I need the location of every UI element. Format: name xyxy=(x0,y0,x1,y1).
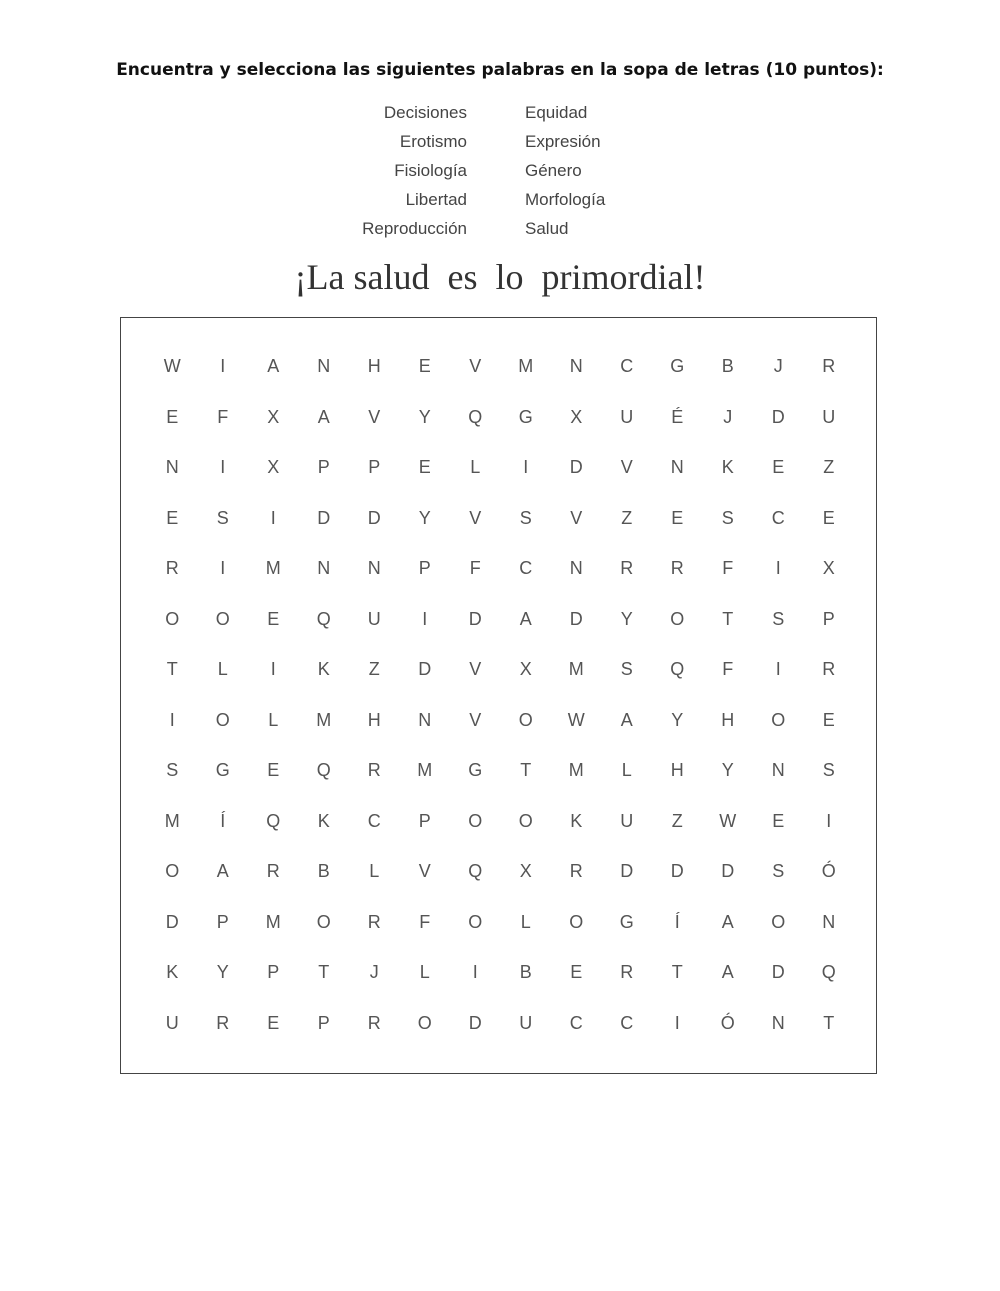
grid-cell[interactable]: I xyxy=(220,457,226,477)
grid-cell[interactable]: L xyxy=(419,962,430,982)
grid-cell[interactable]: D xyxy=(317,507,331,528)
grid-cell[interactable]: Y xyxy=(418,507,431,528)
grid-cell[interactable]: Ó xyxy=(821,861,836,881)
grid-cell[interactable]: M xyxy=(568,659,584,679)
grid-cell[interactable]: X xyxy=(570,406,583,427)
grid-cell[interactable]: N xyxy=(670,457,684,477)
grid-row xyxy=(147,493,854,544)
grid-cell[interactable]: Z xyxy=(621,507,633,528)
grid-cell[interactable]: T xyxy=(318,962,330,982)
grid-cell[interactable]: D xyxy=(771,962,785,982)
grid-cell[interactable]: E xyxy=(822,507,835,528)
grid-cell[interactable]: M xyxy=(164,810,180,831)
grid-cell[interactable]: D xyxy=(367,507,381,528)
grid-cell[interactable]: A xyxy=(721,911,734,932)
grid-cell[interactable]: G xyxy=(215,760,230,780)
grid-cell[interactable]: Q xyxy=(670,659,685,679)
grid-cell[interactable]: U xyxy=(367,608,381,629)
grid-cell[interactable]: E xyxy=(772,810,785,831)
grid-cell[interactable]: O xyxy=(518,709,533,730)
grid-cell[interactable]: E xyxy=(570,962,583,982)
word-item: Libertad xyxy=(405,190,467,209)
grid-cell[interactable]: D xyxy=(670,861,684,881)
grid-cell[interactable]: V xyxy=(418,861,431,881)
grid-cell[interactable]: M xyxy=(265,911,281,932)
grid-cell[interactable]: B xyxy=(317,861,330,881)
grid-row xyxy=(147,594,854,645)
grid-cell[interactable]: P xyxy=(267,962,280,982)
grid-cell[interactable]: D xyxy=(468,1012,482,1033)
grid-cell[interactable]: D xyxy=(620,861,634,881)
grid-cell[interactable]: B xyxy=(519,962,532,982)
instructions-heading: Encuentra y selecciona las siguientes palabras en la sopa de letras (10 puntos): xyxy=(116,60,884,80)
grid-cell[interactable]: N xyxy=(771,1012,785,1033)
grid-cell[interactable]: K xyxy=(166,962,179,982)
grid-cell[interactable]: Y xyxy=(721,760,734,780)
grid-cell[interactable]: S xyxy=(166,760,179,780)
grid-cell[interactable]: U xyxy=(620,406,634,427)
grid-cell[interactable]: U xyxy=(165,1012,179,1033)
grid-cell[interactable]: J xyxy=(773,356,783,376)
grid-cell[interactable]: I xyxy=(775,558,781,578)
grid-cell[interactable]: L xyxy=(268,709,279,730)
word-item: Reproducción xyxy=(362,219,467,238)
grid-cell[interactable]: O xyxy=(771,911,786,932)
grid-cell[interactable]: E xyxy=(267,1012,280,1033)
grid-cell[interactable]: I xyxy=(472,962,478,982)
grid-cell[interactable]: W xyxy=(719,810,737,831)
grid-cell[interactable]: Q xyxy=(468,861,483,881)
grid-cell[interactable]: O xyxy=(165,861,180,881)
grid-cell[interactable]: É xyxy=(671,406,684,427)
grid-cell[interactable]: Q xyxy=(266,810,281,831)
grid-row xyxy=(147,796,854,847)
word-item: Morfología xyxy=(525,190,606,209)
grid-cell[interactable]: X xyxy=(267,457,280,477)
grid-cell[interactable]: R xyxy=(670,558,684,578)
grid-cell[interactable]: U xyxy=(620,810,634,831)
grid-cell[interactable]: E xyxy=(166,507,179,528)
grid-cell[interactable]: D xyxy=(771,406,785,427)
grid-cell[interactable]: N xyxy=(418,709,432,730)
grid-cell[interactable]: D xyxy=(418,659,432,679)
grid-cell[interactable]: Z xyxy=(823,457,835,477)
grid-cell[interactable]: N xyxy=(569,356,583,376)
grid-cell[interactable]: I xyxy=(270,659,276,679)
grid-cell[interactable]: O xyxy=(771,709,786,730)
grid-row xyxy=(147,695,854,746)
grid-cell[interactable]: Ó xyxy=(720,1012,735,1033)
grid-cell[interactable]: R xyxy=(620,558,634,578)
grid-cell[interactable]: Q xyxy=(468,406,483,427)
grid-cell[interactable]: U xyxy=(519,1012,533,1033)
grid-cell[interactable]: U xyxy=(822,406,836,427)
grid-cell[interactable]: G xyxy=(670,356,685,376)
grid-cell[interactable]: G xyxy=(518,406,533,427)
grid-row xyxy=(147,442,854,493)
grid-cell[interactable]: N xyxy=(165,457,179,477)
word-item: Fisiología xyxy=(394,161,467,180)
word-item: Erotismo xyxy=(399,132,467,151)
grid-row xyxy=(147,897,854,948)
grid-cell[interactable]: S xyxy=(772,861,785,881)
grid-cell[interactable]: M xyxy=(417,760,433,780)
grid-row xyxy=(147,341,854,392)
grid-cell[interactable]: X xyxy=(822,558,835,578)
grid-cell[interactable]: R xyxy=(620,962,634,982)
grid-cell[interactable]: I xyxy=(523,457,529,477)
word-item: Salud xyxy=(525,219,569,238)
word-list-right-column xyxy=(525,98,605,243)
grid-cell[interactable]: D xyxy=(165,911,179,932)
grid-cell[interactable]: W xyxy=(567,709,585,730)
grid-cell[interactable]: F xyxy=(469,558,481,578)
grid-cell[interactable]: N xyxy=(822,911,836,932)
grid-cell[interactable]: I xyxy=(775,659,781,679)
grid-cell[interactable]: C xyxy=(519,558,533,578)
grid-cell[interactable]: S xyxy=(772,608,785,629)
grid-cell[interactable]: P xyxy=(822,608,835,629)
grid-cell[interactable]: L xyxy=(217,659,228,679)
grid-cell[interactable]: O xyxy=(468,810,483,831)
grid-cell[interactable]: N xyxy=(317,356,331,376)
grid-cell[interactable]: D xyxy=(468,608,482,629)
grid-cell[interactable]: O xyxy=(215,608,230,629)
grid-cell[interactable]: G xyxy=(468,760,483,780)
grid-cell[interactable]: K xyxy=(317,659,330,679)
grid-cell[interactable]: O xyxy=(518,810,533,831)
puzzle-title: ¡La salud es lo primordial! xyxy=(294,257,706,297)
grid-cell[interactable]: Q xyxy=(316,760,331,780)
grid-cell[interactable]: Z xyxy=(368,659,380,679)
grid-cell[interactable]: F xyxy=(217,406,229,427)
grid-row xyxy=(147,745,854,796)
grid-cell[interactable]: C xyxy=(620,1012,634,1033)
grid-cell[interactable]: I xyxy=(169,709,175,730)
grid-cell[interactable]: A xyxy=(620,709,633,730)
grid-cell[interactable]: K xyxy=(317,810,330,831)
grid-cell[interactable]: H xyxy=(367,709,381,730)
grid-cell[interactable]: A xyxy=(267,356,280,376)
grid-cell[interactable]: N xyxy=(367,558,381,578)
grid-cell[interactable]: H xyxy=(721,709,735,730)
grid-cell[interactable]: R xyxy=(822,659,836,679)
grid-cell[interactable]: M xyxy=(316,709,332,730)
grid-cell[interactable]: I xyxy=(270,507,276,528)
grid-cell[interactable]: K xyxy=(721,457,734,477)
grid-cell[interactable]: S xyxy=(620,659,633,679)
grid-row xyxy=(147,846,854,897)
grid-cell[interactable]: X xyxy=(519,861,532,881)
grid-cell[interactable]: Q xyxy=(821,962,836,982)
grid-cell[interactable]: X xyxy=(267,406,280,427)
word-item: Género xyxy=(525,161,582,180)
grid-cell[interactable]: Y xyxy=(418,406,431,427)
grid-cell[interactable]: T xyxy=(671,962,683,982)
grid-cell[interactable]: V xyxy=(368,406,381,427)
grid-cell[interactable]: Y xyxy=(671,709,684,730)
grid-cell[interactable]: Í xyxy=(220,810,226,831)
grid-cell[interactable]: W xyxy=(163,356,181,376)
grid-cell[interactable]: J xyxy=(723,406,733,427)
grid-cell[interactable]: I xyxy=(422,608,428,629)
grid-cell[interactable]: V xyxy=(469,356,482,376)
grid-cell[interactable]: K xyxy=(570,810,583,831)
grid-row xyxy=(147,543,854,594)
grid-cell[interactable]: F xyxy=(722,558,734,578)
grid-cell[interactable]: S xyxy=(216,507,229,528)
grid-cell[interactable]: F xyxy=(419,911,431,932)
grid-cell[interactable]: Í xyxy=(674,911,680,932)
grid-cell[interactable]: A xyxy=(317,406,330,427)
grid-cell[interactable]: I xyxy=(674,1012,680,1033)
grid-cell[interactable]: O xyxy=(165,608,180,629)
grid-cell[interactable]: R xyxy=(822,356,836,376)
grid-row xyxy=(147,998,854,1049)
grid-cell[interactable]: T xyxy=(823,1012,835,1033)
grid-cell[interactable]: I xyxy=(220,558,226,578)
grid-cell[interactable]: O xyxy=(316,911,331,932)
grid-cell[interactable]: P xyxy=(418,810,431,831)
grid-cell[interactable]: M xyxy=(518,356,534,376)
grid-cell[interactable]: O xyxy=(417,1012,432,1033)
grid-row xyxy=(147,947,854,998)
grid-cell[interactable]: A xyxy=(216,861,229,881)
grid-cell[interactable]: C xyxy=(367,810,381,831)
grid-cell[interactable]: P xyxy=(216,911,229,932)
grid-cell[interactable]: S xyxy=(519,507,532,528)
grid-cell[interactable]: P xyxy=(418,558,431,578)
grid-cell[interactable]: E xyxy=(418,356,431,376)
grid-cell[interactable]: E xyxy=(772,457,785,477)
grid-cell[interactable]: L xyxy=(520,911,531,932)
grid-cell[interactable]: E xyxy=(267,608,280,629)
grid-cell[interactable]: F xyxy=(722,659,734,679)
word-item: Equidad xyxy=(525,103,588,122)
grid-cell[interactable]: N xyxy=(771,760,785,780)
grid-cell[interactable]: T xyxy=(166,659,178,679)
grid-cell[interactable]: G xyxy=(619,911,634,932)
grid-cell[interactable]: V xyxy=(570,507,583,528)
grid-cell[interactable]: V xyxy=(620,457,633,477)
grid-cell[interactable]: R xyxy=(367,1012,381,1033)
grid-cell[interactable]: Z xyxy=(671,810,683,831)
grid-cell[interactable]: M xyxy=(568,760,584,780)
grid-cell[interactable]: S xyxy=(822,760,835,780)
grid-cell[interactable]: V xyxy=(469,659,482,679)
grid-cell[interactable]: Y xyxy=(620,608,633,629)
grid-cell[interactable]: B xyxy=(721,356,734,376)
grid-cell[interactable]: N xyxy=(569,558,583,578)
grid-cell[interactable]: O xyxy=(468,911,483,932)
grid-cell[interactable]: R xyxy=(367,911,381,932)
grid-cell[interactable]: T xyxy=(722,608,734,629)
grid-cell[interactable]: L xyxy=(621,760,632,780)
word-search-grid-box xyxy=(120,317,877,1074)
grid-cell[interactable]: E xyxy=(166,406,179,427)
grid-cell[interactable]: S xyxy=(721,507,734,528)
word-item: Expresión xyxy=(525,132,601,151)
grid-cell[interactable]: P xyxy=(317,457,330,477)
grid-cell[interactable]: A xyxy=(519,608,532,629)
grid-cell[interactable]: V xyxy=(469,507,482,528)
grid-cell[interactable]: Q xyxy=(316,608,331,629)
word-search-grid xyxy=(147,341,854,1048)
grid-cell[interactable]: D xyxy=(569,608,583,629)
grid-cell[interactable]: R xyxy=(216,1012,230,1033)
grid-cell[interactable]: I xyxy=(220,356,226,376)
grid-cell[interactable]: L xyxy=(369,861,380,881)
grid-cell[interactable]: O xyxy=(215,709,230,730)
grid-cell[interactable]: Y xyxy=(216,962,229,982)
grid-cell[interactable]: D xyxy=(569,457,583,477)
word-list-left-column xyxy=(362,98,467,243)
grid-cell[interactable]: C xyxy=(771,507,785,528)
grid-cell[interactable]: J xyxy=(369,962,379,982)
grid-cell[interactable]: M xyxy=(265,558,281,578)
grid-cell[interactable]: P xyxy=(368,457,381,477)
grid-cell[interactable]: T xyxy=(520,760,532,780)
grid-cell[interactable]: D xyxy=(721,861,735,881)
grid-row xyxy=(147,644,854,695)
grid-cell[interactable]: O xyxy=(569,911,584,932)
grid-cell[interactable]: H xyxy=(367,356,381,376)
grid-cell[interactable]: N xyxy=(317,558,331,578)
grid-cell[interactable]: O xyxy=(670,608,685,629)
grid-cell[interactable]: C xyxy=(569,1012,583,1033)
grid-cell[interactable]: V xyxy=(469,709,482,730)
grid-cell[interactable]: R xyxy=(569,861,583,881)
word-item: Decisiones xyxy=(383,103,467,122)
grid-cell[interactable]: A xyxy=(721,962,734,982)
grid-row xyxy=(147,392,854,443)
grid-cell[interactable]: E xyxy=(671,507,684,528)
grid-cell[interactable]: E xyxy=(418,457,431,477)
grid-cell[interactable]: L xyxy=(470,457,481,477)
grid-cell[interactable]: H xyxy=(670,760,684,780)
grid-cell[interactable]: E xyxy=(267,760,280,780)
grid-cell[interactable]: R xyxy=(266,861,280,881)
grid-cell[interactable]: C xyxy=(620,356,634,376)
grid-cell[interactable]: P xyxy=(317,1012,330,1033)
grid-cell[interactable]: R xyxy=(367,760,381,780)
grid-cell[interactable]: R xyxy=(165,558,179,578)
grid-cell[interactable]: I xyxy=(826,810,832,831)
grid-cell[interactable]: X xyxy=(519,659,532,679)
grid-cell[interactable]: E xyxy=(822,709,835,730)
